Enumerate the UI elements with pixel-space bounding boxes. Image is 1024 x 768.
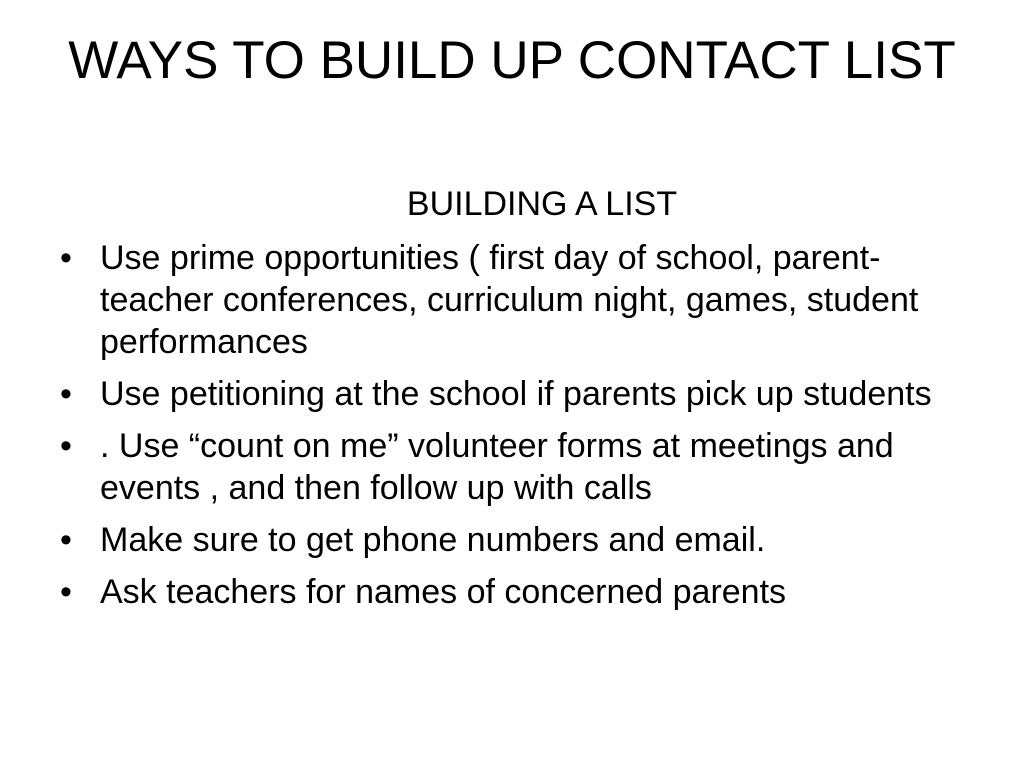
bullet-item [60,237,970,363]
slide-subtitle: BUILDING A LIST [406,185,678,223]
bullet-item [60,425,970,509]
bullet-text: Make sure to get phone numbers and email. [100,521,766,559]
bullet-icon: • [60,239,72,277]
bullet-item [60,519,970,561]
bullet-text: . Use “count on me” volunteer forms at meetings and events , and then follow up with calls [100,427,894,507]
bullet-item [60,373,970,415]
bullet-text: Use petitioning at the school if parents pick up students [100,375,932,413]
bullet-icon: • [60,573,72,611]
bullet-icon: • [60,375,72,413]
bullet-text: Ask teachers for names of concerned parents [100,573,787,611]
bullet-icon: • [60,427,72,465]
bullet-list [60,237,970,623]
slide-title: WAYS TO BUILD UP CONTACT LIST [68,31,956,90]
bullet-text: Use prime opportunities ( first day of school, parent- teacher conferences, curriculum night, games, student performances [100,239,919,361]
bullet-icon: • [60,521,72,559]
bullet-item [60,571,970,613]
